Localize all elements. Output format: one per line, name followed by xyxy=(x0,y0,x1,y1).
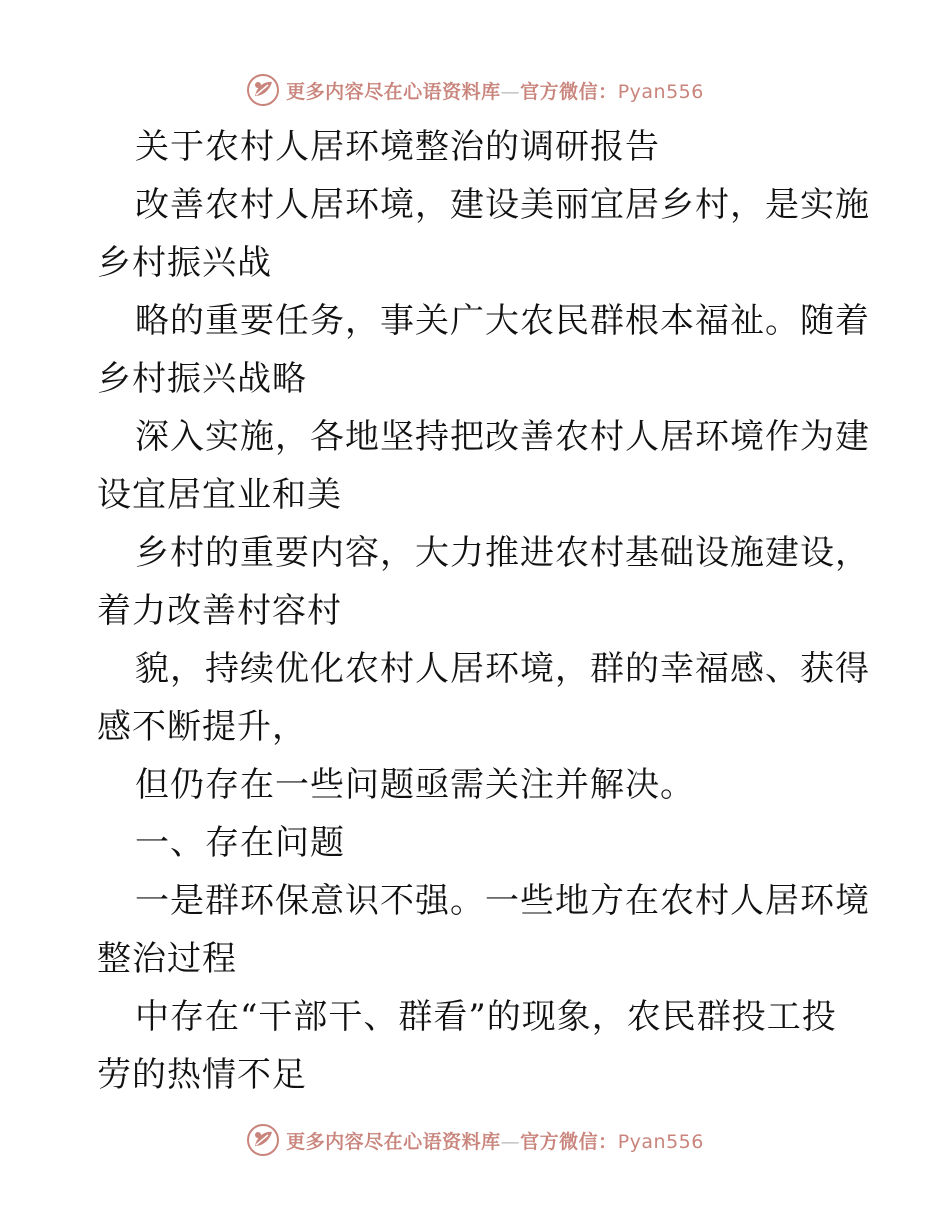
watermark-separator: — xyxy=(500,80,521,103)
footer-watermark xyxy=(0,1120,950,1160)
body-line: 改善农村人居环境，建设美丽宜居乡村，是实施 xyxy=(135,185,870,225)
body-line: 整治过程 xyxy=(97,939,237,979)
body-line: 着力改善村容村 xyxy=(97,591,342,631)
body-line: 貌，持续优化农村人居环境，群的幸福感、获得 xyxy=(135,649,870,689)
body-line: 设宜居宜业和美 xyxy=(97,475,342,515)
watermark-contact-id: Pyan556 xyxy=(617,80,704,103)
header-watermark xyxy=(0,70,950,110)
watermark-separator: — xyxy=(500,1130,521,1153)
body-line: 深入实施，各地坚持把改善农村人居环境作为建 xyxy=(135,417,870,457)
section-heading: 一、存在问题 xyxy=(135,823,345,863)
body-line: 乡村振兴战略 xyxy=(97,359,307,399)
watermark-text xyxy=(286,77,704,104)
watermark-contact-label: 官方微信： xyxy=(520,1130,618,1153)
body-line: 中存在“干部干、群看”的现象，农民群投工投 xyxy=(135,997,837,1037)
watermark-brand: 更多内容尽在心语资料库 xyxy=(286,80,501,103)
body-line: 但仍存在一些问题亟需关注并解决。 xyxy=(135,765,695,805)
document-title: 关于农村人居环境整治的调研报告 xyxy=(135,127,660,167)
body-line: 乡村的重要内容，大力推进农村基础设施建设， xyxy=(135,533,870,573)
watermark-contact-id: Pyan556 xyxy=(617,1130,704,1153)
leaf-seal-icon xyxy=(246,1123,280,1157)
body-line: 一是群环保意识不强。一些地方在农村人居环境 xyxy=(135,881,870,921)
body-line: 劳的热情不足 xyxy=(97,1055,307,1095)
document-body xyxy=(97,118,870,1104)
body-line: 乡村振兴战 xyxy=(97,243,272,283)
watermark-contact-label: 官方微信： xyxy=(520,80,618,103)
leaf-seal-icon xyxy=(246,73,280,107)
body-line: 感不断提升， xyxy=(97,707,307,747)
watermark-brand: 更多内容尽在心语资料库 xyxy=(286,1130,501,1153)
body-line: 略的重要任务，事关广大农民群根本福祉。随着 xyxy=(135,301,870,341)
watermark-text xyxy=(286,1127,704,1154)
